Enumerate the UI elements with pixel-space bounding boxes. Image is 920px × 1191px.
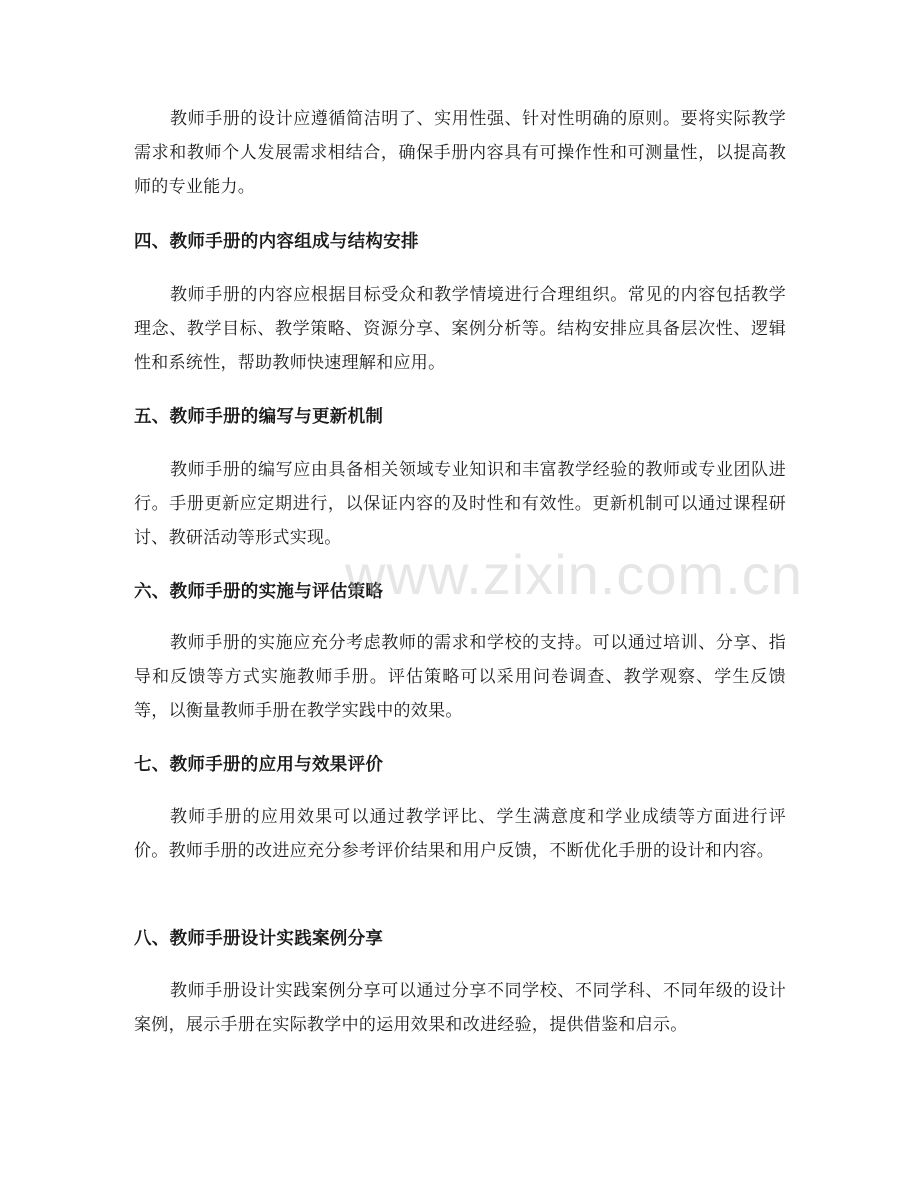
watermark: www.zixin.com.cn [345,543,803,606]
section-paragraph-6: 教师手册的实施应充分考虑教师的需求和学校的支持。可以通过培训、分享、指导和反馈等方式实施教师手册。评估策略可以采用问卷调查、教学观察、学生反馈等，以衡量教师手册在教学实践中的效果。 [134,633,786,721]
section-paragraph-4: 教师手册的内容应根据目标受众和教学情境进行合理组织。常见的内容包括教学理念、教学目标、教学策略、资源分享、案例分析等。结构安排应具备层次性、逻辑性和系统性，帮助教师快速理解和应用。 [134,285,786,373]
section-heading-7: 七、教师手册的应用与效果评价 [134,755,384,775]
section-paragraph-5: 教师手册的编写应由具备相关领域专业知识和丰富教学经验的教师或专业团队进行。手册更新应定期进行，以保证内容的及时性和有效性。更新机制可以通过课程研讨、教研活动等形式实现。 [134,460,786,548]
section-heading-6: 六、教师手册的实施与评估策略 [134,582,384,602]
section-paragraph-7: 教师手册的应用效果可以通过教学评比、学生满意度和学业成绩等方面进行评价。教师手册的改进应充分参考评价结果和用户反馈，不断优化手册的设计和内容。 [134,807,786,861]
intro-paragraph: 教师手册的设计应遵循简洁明了、实用性强、针对性明确的原则。要将实际教学需求和教师个人发展需求相结合，确保手册内容具有可操作性和可测量性，以提高教师的专业能力。 [134,109,786,197]
section-heading-8: 八、教师手册设计实践案例分享 [134,929,384,949]
section-heading-5: 五、教师手册的编写与更新机制 [134,407,384,427]
section-heading-4: 四、教师手册的内容组成与结构安排 [134,232,419,252]
section-paragraph-8: 教师手册设计实践案例分享可以通过分享不同学校、不同学科、不同年级的设计案例，展示手册在实际教学中的运用效果和改进经验，提供借鉴和启示。 [134,981,786,1035]
